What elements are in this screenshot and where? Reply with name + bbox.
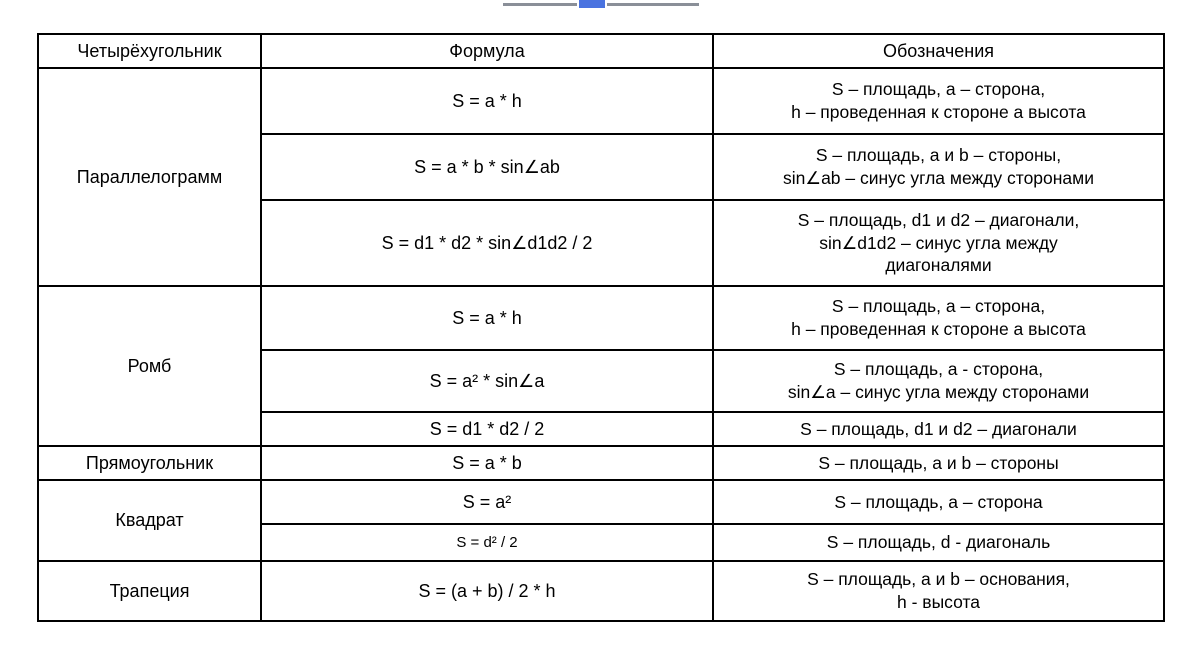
notation-line: S – площадь, a и b – стороны: [818, 452, 1059, 473]
formula-cell: S = d1 * d2 * sin∠d1d2 / 2: [261, 200, 713, 286]
shape-name-rhombus: Ромб: [38, 286, 261, 446]
notation-cell: [713, 524, 1164, 561]
table-row: [38, 561, 1164, 621]
notation-line: S – площадь, d1 и d2 – диагонали: [800, 418, 1077, 439]
notation-line: h – проведенная к стороне a высота: [791, 102, 1086, 122]
notation-line: диагоналями: [885, 255, 992, 276]
shape-name-square: Квадрат: [38, 480, 261, 561]
shape-name-rectangle: Прямоугольник: [38, 446, 261, 480]
notation-line: sin∠ab – синус угла между сторонами: [783, 168, 1094, 188]
notation-cell: [713, 480, 1164, 524]
shape-name-parallelogram: Параллелограмм: [38, 68, 261, 286]
notation-line: S – площадь, d1 и d2 – диагонали,: [797, 209, 1080, 230]
notation-cell: [713, 350, 1164, 412]
notation-line: S – площадь, d - диагональ: [826, 532, 1051, 553]
cropped-top-image-fragment: [503, 0, 699, 8]
notation-cell: [713, 412, 1164, 446]
notation-cell: [713, 446, 1164, 480]
notation-line: h – проведенная к стороне a высота: [791, 319, 1086, 339]
notation-line: S – площадь, a и b – основания,: [807, 569, 1070, 590]
notation-cell: [713, 286, 1164, 350]
fragment-line-right: [607, 3, 699, 6]
table-row: [38, 446, 1164, 480]
notation-line: S – площадь, a – сторона,: [831, 79, 1046, 100]
formula-cell: S = a * h: [261, 286, 713, 350]
col-header-shape: Четырёхугольник: [38, 34, 261, 68]
table-row: [38, 68, 1164, 134]
formula-cell: S = a² * sin∠a: [261, 350, 713, 412]
formula-cell: S = d² / 2: [261, 524, 713, 561]
table-row: [38, 286, 1164, 350]
fragment-line-left: [503, 3, 577, 6]
formula-cell: S = a * b: [261, 446, 713, 480]
shape-name-trapezoid: Трапеция: [38, 561, 261, 621]
col-header-formula: Формула: [261, 34, 713, 68]
formula-cell: S = (a + b) / 2 * h: [261, 561, 713, 621]
col-header-notation: Обозначения: [713, 34, 1164, 68]
formula-cell: S = a * b * sin∠ab: [261, 134, 713, 200]
formula-cell: S = a²: [261, 480, 713, 524]
notation-cell: [713, 561, 1164, 621]
table-header-row: [38, 34, 1164, 68]
notation-cell: [713, 134, 1164, 200]
formula-cell: S = d1 * d2 / 2: [261, 412, 713, 446]
notation-line: sin∠a – синус угла между сторонами: [787, 382, 1090, 402]
notation-line: h - высота: [896, 592, 980, 612]
table-row: [38, 480, 1164, 524]
notation-line: S – площадь, a – сторона,: [831, 296, 1046, 317]
notation-cell: [713, 68, 1164, 134]
notation-line: S – площадь, a - сторона,: [833, 359, 1044, 380]
formula-cell: S = a * h: [261, 68, 713, 134]
notation-cell: [713, 200, 1164, 286]
fragment-blue-block: [579, 0, 605, 8]
notation-line: S – площадь, a и b – стороны,: [815, 145, 1062, 166]
notation-line: sin∠d1d2 – синус угла между: [819, 232, 1058, 253]
notation-line: S – площадь, a – сторона: [834, 491, 1043, 512]
area-formulas-table: [37, 33, 1165, 622]
